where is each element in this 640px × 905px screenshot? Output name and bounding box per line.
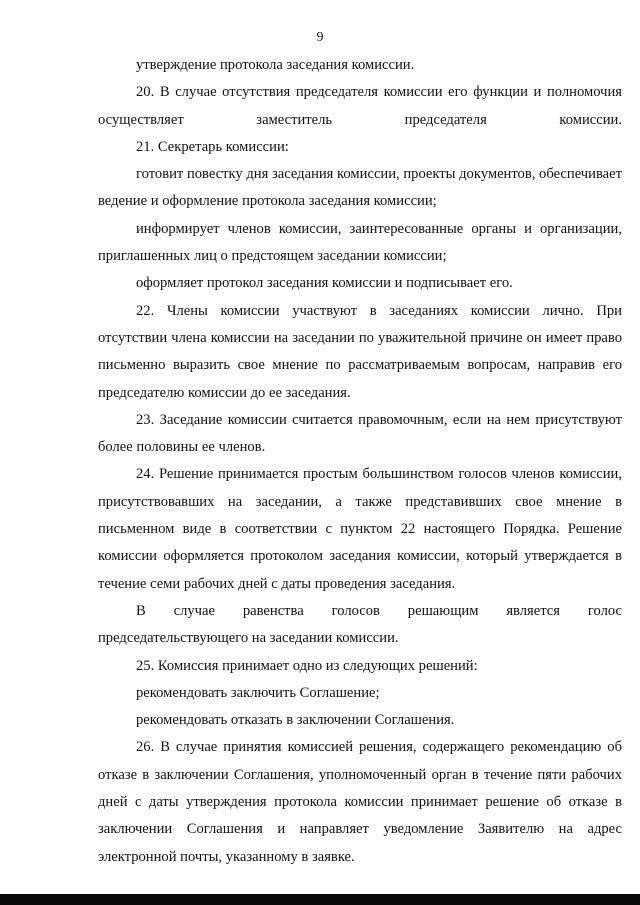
paragraph-25: 25. Комиссия принимает одно из следующих решений: bbox=[136, 657, 478, 674]
paragraph-23: 23. Заседание комиссии считается правомочным, если на нем присутствуют более половины ее членов. bbox=[98, 411, 622, 456]
paragraph-21: 21. Секретарь комиссии: bbox=[136, 138, 289, 155]
scan-bottom-edge bbox=[0, 894, 640, 905]
paragraph-26: 26. В случае принятия комиссией решения, содержащего рекомендацию об отказе в заключении Соглашения, уполномоченный орган в течение пяти рабочих дней с даты утверждения протокола комиссии принимает решение об отказе в заключении Соглашения и направляет уведомление Заявителю на адрес электронной почты, указанному в заявке. bbox=[98, 739, 622, 865]
paragraph-21-item-2: информирует членов комиссии, заинтересованные органы и организации, приглашенных лиц о предстоящем заседании комиссии; bbox=[98, 220, 622, 265]
page-number: 9 bbox=[316, 30, 324, 45]
paragraph-19-end: утверждение протокола заседания комиссии. bbox=[136, 57, 415, 73]
paragraph-24-tie-rule: В случае равенства голосов решающим является голос председательствующего на заседании комиссии. bbox=[98, 602, 622, 647]
paragraph-25-option-1: рекомендовать заключить Соглашение; bbox=[136, 684, 380, 701]
paragraph-24: 24. Решение принимается простым большинством голосов членов комиссии, присутствовавших на заседании, а также представивших свое мнение в письменном виде в соответствии с пунктом 22 настоящего Порядка. Решение комиссии оформляется протоколом заседания комиссии, который утверждается в течение семи рабочих дней с даты проведения заседания. bbox=[98, 466, 622, 592]
paragraph-25-option-2: рекомендовать отказать в заключении Соглашения. bbox=[136, 712, 455, 729]
paragraph-22: 22. Члены комиссии участвуют в заседаниях комиссии лично. При отсутствии члена комиссии на заседании по уважительной причине он имеет право письменно выразить свое мнение по рассматриваемым вопросам, направив его председателю комиссии до ее заседания. bbox=[98, 302, 622, 401]
paragraph-21-item-1: готовит повестку дня заседания комиссии, проекты документов, обеспечивает ведение и оформление протокола заседания комиссии; bbox=[98, 166, 622, 210]
paragraph-20: 20. В случае отсутствия председателя комиссии его функции и полномочия осуществляет заместитель председателя комиссии. bbox=[98, 84, 622, 128]
paragraph-21-item-3: оформляет протокол заседания комиссии и подписывает его. bbox=[136, 275, 513, 292]
document-body bbox=[98, 52, 622, 871]
